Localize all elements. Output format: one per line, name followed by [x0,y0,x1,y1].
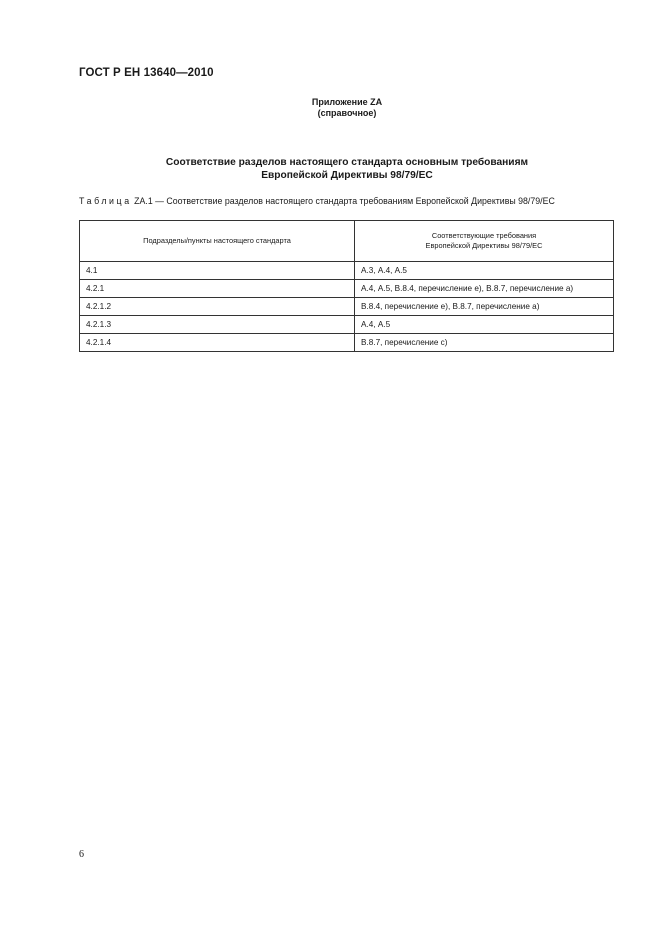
clause-cell: 4.2.1 [80,280,355,298]
header-clauses: Подразделы/пункты настоящего стандарта [80,221,355,262]
table-row [80,280,614,298]
table-caption-word: Таблица [79,196,132,206]
requirement-cell: А.4, А.5, В.8.4, перечисление е), В.8.7, перечисление а) [355,280,614,298]
section-title [0,156,661,182]
requirement-cell: В.8.4, перечисление е), В.8.7, перечисление а) [355,298,614,316]
table-row [80,316,614,334]
table-caption [79,196,609,207]
requirement-cell: А.4, А.5 [355,316,614,334]
requirement-cell: В.8.7, перечисление с) [355,334,614,352]
document-header: ГОСТ Р ЕН 13640—2010 [79,67,214,79]
correspondence-table [79,220,614,352]
clause-cell: 4.2.1.4 [80,334,355,352]
section-title-line1: Соответствие разделов настоящего стандарта основным требованиям [165,157,529,168]
table-row [80,262,614,280]
table-row [80,298,614,316]
annex-kind: (справочное) [317,108,377,118]
clause-cell: 4.2.1.2 [80,298,355,316]
header-requirements-line1: Соответствующие требования [431,231,537,240]
header-requirements-line2: Европейской Директивы 98/79/ЕС [425,241,543,250]
section-title-line2: Европейской Директивы 98/79/ЕС [261,170,433,181]
annex-title: Приложение ZA [311,97,383,107]
header-requirements [355,221,614,262]
clause-cell: 4.2.1.3 [80,316,355,334]
requirement-cell: А.3, А.4, А.5 [355,262,614,280]
annex-heading [0,97,661,119]
page-number: 6 [79,849,84,860]
clause-cell: 4.1 [80,262,355,280]
table-caption-text: ZA.1 — Соответствие разделов настоящего стандарта требованиям Европейской Директивы 98/79/ЕС [131,196,555,206]
table-header-row [80,221,614,262]
table-row [80,334,614,352]
